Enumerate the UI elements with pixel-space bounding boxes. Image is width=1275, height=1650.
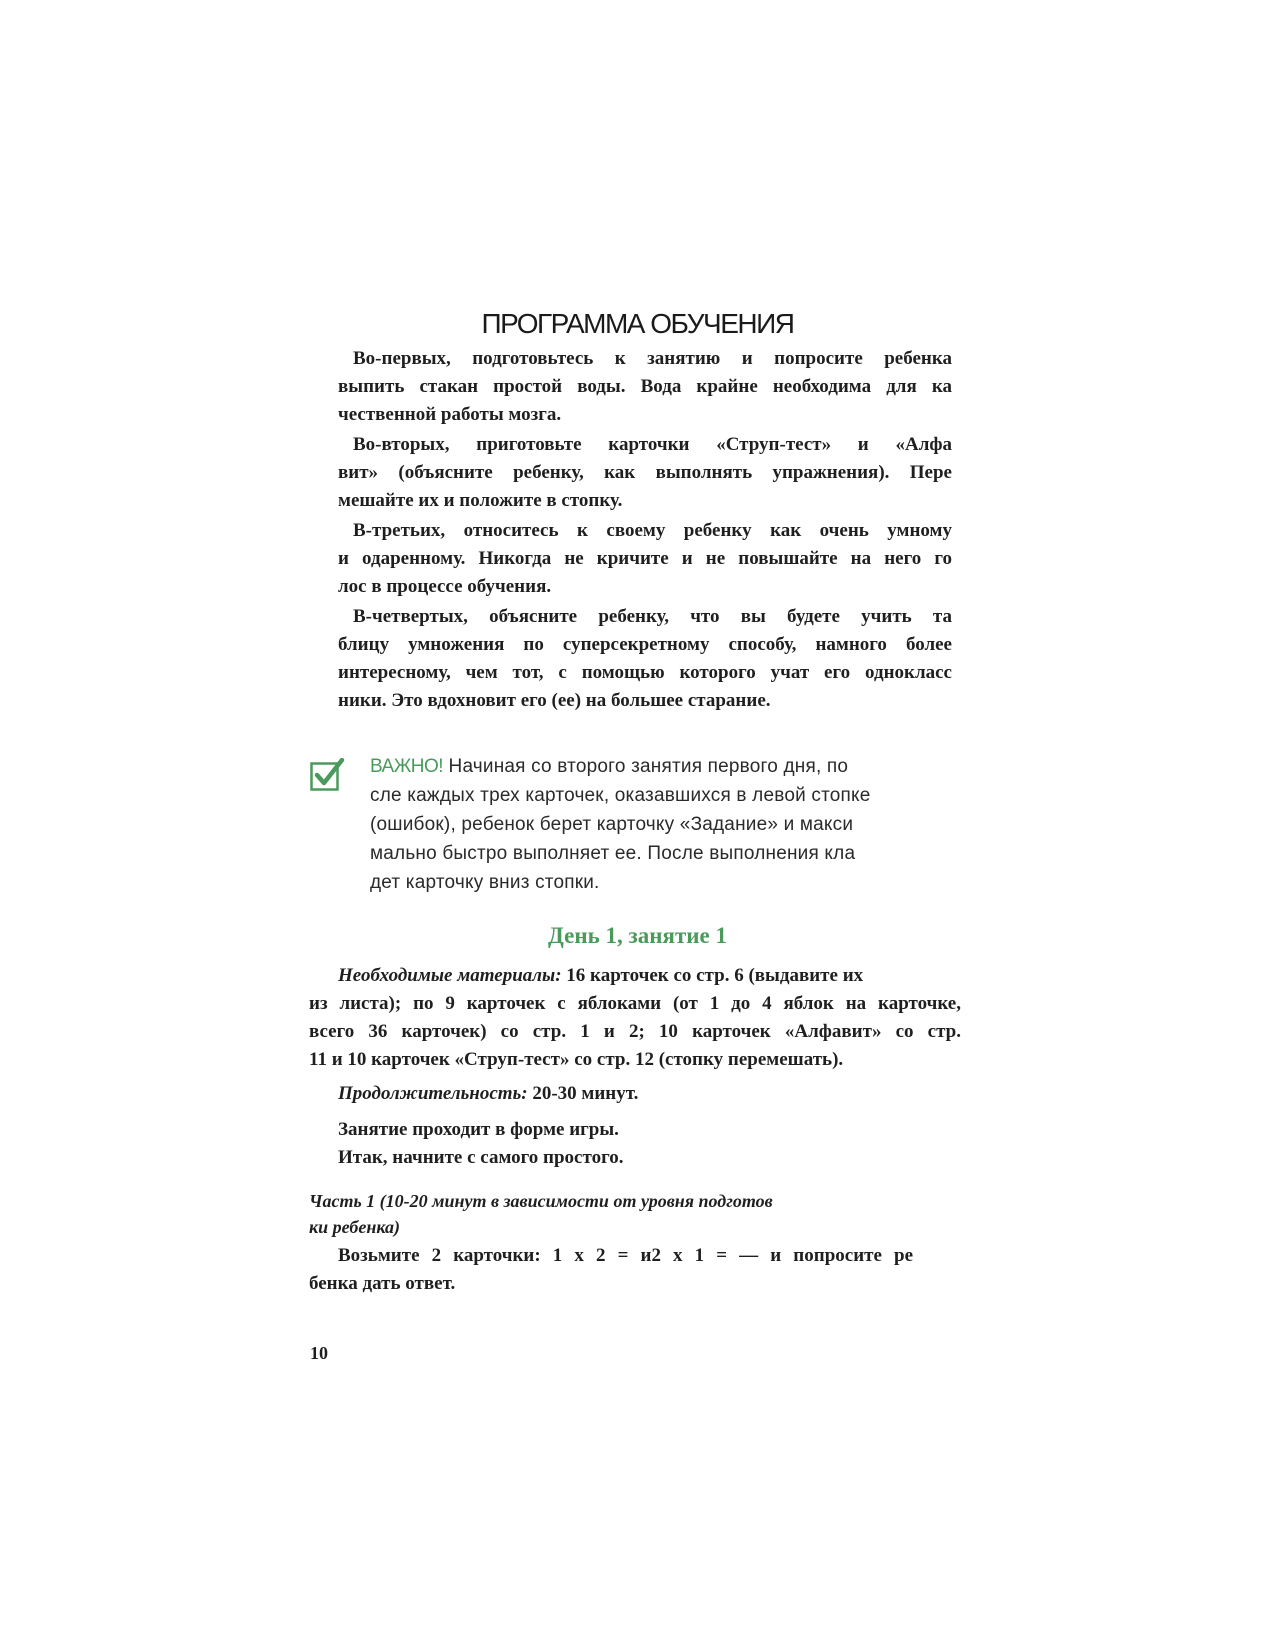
- text-line: 11 и 10 карточек «Струп-тест» со стр. 12 (стопку перемешать).: [309, 1049, 844, 1070]
- note-text: [370, 752, 945, 897]
- text-line: и одаренному. Никогда не кричите и не повышайте на него го: [338, 548, 952, 569]
- paragraph-fourth: [309, 603, 952, 715]
- text-line: мешайте их и положите в стопку.: [338, 490, 623, 511]
- task-paragraph: [309, 1242, 952, 1298]
- game-paragraph: [309, 1116, 961, 1172]
- text-line: интересному, чем тот, с помощью которого учат его однокласс: [338, 662, 952, 683]
- text-line: дет карточку вниз стопки.: [370, 872, 600, 893]
- materials-label: Необходимые материалы:: [338, 965, 562, 986]
- paragraph-second: [309, 431, 952, 515]
- page-title: ПРОГРАММА ОБУЧЕНИЯ: [481, 308, 794, 339]
- checkmark-icon: [310, 758, 344, 792]
- text-line: 16 карточек со стр. 6 (выдавите их: [561, 965, 864, 986]
- page-number: 10: [310, 1343, 328, 1363]
- duration-line: [309, 1080, 961, 1108]
- text-line: сле каждых трех карточек, оказавшихся в левой стопке: [370, 785, 871, 806]
- text-line: выпить стакан простой воды. Вода крайне необходима для ка: [338, 376, 952, 397]
- text-line: мально быстро выполняет ее. После выполнения кла: [370, 843, 856, 864]
- text-line: всего 36 карточек) со стр. 1 и 2; 10 карточек «Алфавит» со стр.: [309, 1021, 961, 1042]
- text-line: лос в процессе обучения.: [338, 576, 552, 597]
- lesson-heading: День 1, занятие 1: [548, 923, 727, 948]
- text-line: Во-первых, подготовьтесь к занятию и попросите ребенка: [353, 348, 952, 369]
- text-line: Во-вторых, приготовьте карточки «Струп-тест» и «Алфа: [353, 434, 952, 455]
- text-line: Итак, начните с самого простого.: [338, 1147, 624, 1168]
- duration-value: 20-30 минут.: [527, 1083, 639, 1104]
- text-line: блицу умножения по суперсекретному способу, намного более: [338, 634, 952, 655]
- intro-section: [309, 345, 952, 715]
- text-line: вит» (объясните ребенку, как выполнять упражнения). Пере: [338, 462, 952, 483]
- text-line: В-четвертых, объясните ребенку, что вы будете учить та: [353, 606, 952, 627]
- materials-section: [309, 962, 961, 1172]
- text-line: ники. Это вдохновит его (ее) на большее старание.: [338, 690, 771, 711]
- materials-paragraph: [309, 962, 961, 1074]
- text-line: (ошибок), ребенок берет карточку «Задание» и макси: [370, 814, 854, 835]
- text-line: ки ребенка): [309, 1217, 401, 1237]
- part-heading: [309, 1188, 952, 1240]
- paragraph-first: [309, 345, 952, 429]
- paragraph-third: [309, 517, 952, 601]
- part-one-section: [309, 1188, 952, 1298]
- text-line: Часть 1 (10-20 минут в зависимости от уровня подготов: [309, 1191, 773, 1211]
- duration-paragraph: [309, 1080, 961, 1108]
- text-line: В-третьих, относитесь к своему ребенку как очень умному: [353, 520, 952, 541]
- note-label: ВАЖНО!: [370, 756, 444, 777]
- text-line: Начиная со второго занятия первого дня, по: [443, 756, 849, 777]
- text-line: бенка дать ответ.: [309, 1273, 456, 1294]
- text-line: Возьмите 2 карточки: 1 x 2 = и2 x 1 = — и попросите ре: [338, 1245, 913, 1266]
- important-note: [310, 752, 970, 902]
- note-first-line: [370, 752, 945, 781]
- duration-label: Продолжительность:: [338, 1083, 528, 1104]
- materials-first-line: [309, 962, 961, 990]
- text-line: чественной работы мозга.: [338, 404, 562, 425]
- text-line: из листа); по 9 карточек с яблоками (от 1 до 4 яблок на карточке,: [309, 993, 961, 1014]
- text-line: Занятие проходит в форме игры.: [338, 1119, 619, 1140]
